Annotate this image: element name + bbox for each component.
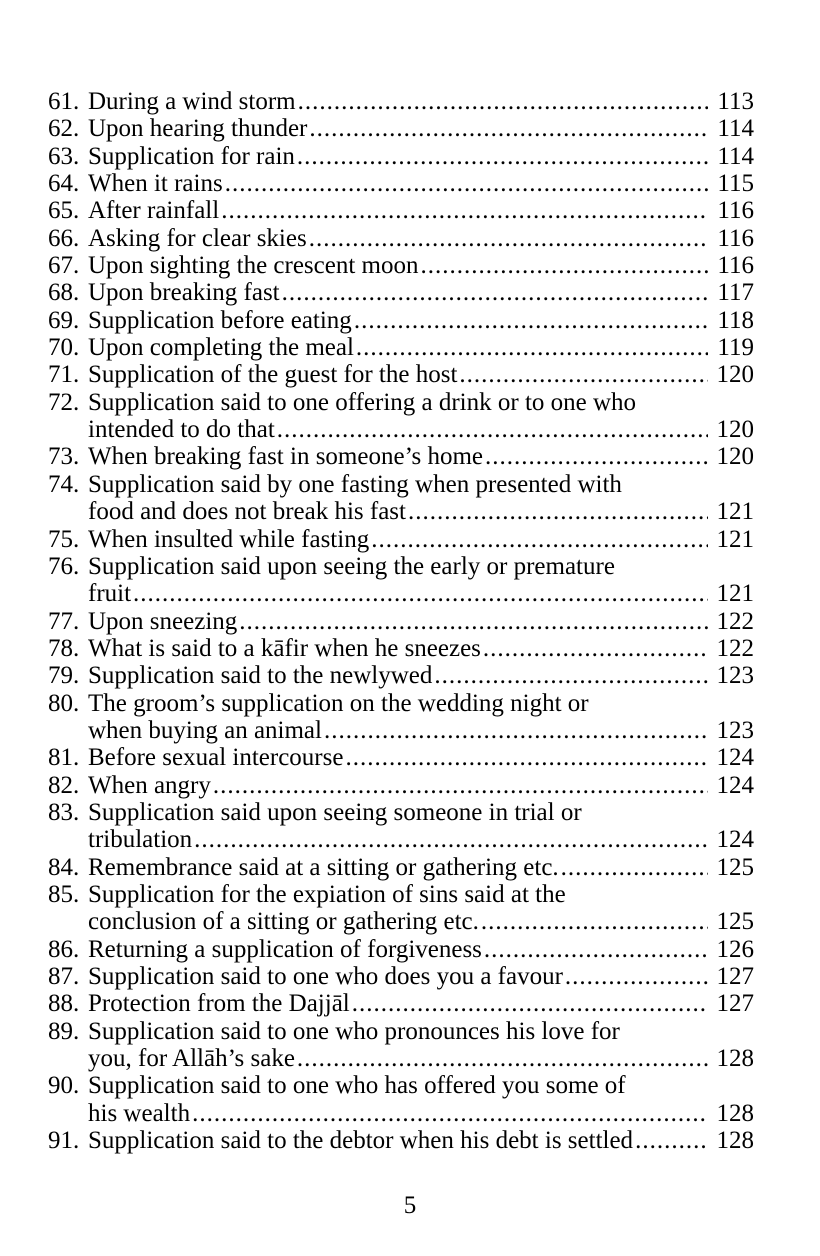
entry-page: 114 <box>717 115 754 143</box>
entry-number: 64. <box>48 170 80 198</box>
entry-title: food and does not break his fast <box>88 498 406 526</box>
toc-entry <box>48 662 754 689</box>
entry-number: 72. <box>48 388 80 416</box>
toc-entry <box>48 990 754 1017</box>
toc-entry <box>48 115 754 142</box>
entry-number: 81. <box>48 744 80 772</box>
toc-entry <box>48 1127 754 1154</box>
entry-line <box>88 115 754 142</box>
entry-title: Supplication said upon seeing someone in trial or <box>88 798 582 826</box>
entry-line <box>88 990 754 1017</box>
dot-leader <box>297 143 708 170</box>
dot-leader <box>309 115 708 142</box>
entry-page: 121 <box>716 525 754 553</box>
entry-page: 125 <box>716 908 754 936</box>
entry-number: 65. <box>48 197 80 225</box>
entry-text <box>48 88 754 115</box>
entry-page: 124 <box>716 826 754 854</box>
entry-page: 120 <box>716 443 754 471</box>
toc-entry <box>48 197 754 224</box>
entry-page: 121 <box>716 580 754 608</box>
entry-page: 118 <box>717 306 754 334</box>
entry-page: 123 <box>716 716 754 744</box>
entry-page: 128 <box>716 1045 754 1073</box>
entry-line <box>88 197 754 224</box>
entry-line <box>88 826 754 853</box>
table-of-contents <box>48 88 754 1154</box>
dot-leader <box>483 635 708 662</box>
toc-entry <box>48 1072 754 1127</box>
dot-leader <box>213 772 708 799</box>
entry-line <box>88 963 754 990</box>
entry-title: Supplication said to one offering a drink or to one who <box>88 388 637 416</box>
entry-line <box>88 143 754 170</box>
toc-entry <box>48 772 754 799</box>
dot-leader <box>192 1100 708 1127</box>
dot-leader <box>277 416 708 443</box>
entry-page: 113 <box>717 88 754 115</box>
entry-line <box>88 307 754 334</box>
entry-title: The groom’s supplication on the wedding night or <box>88 689 589 717</box>
entry-line <box>88 361 754 388</box>
entry-line <box>88 1045 754 1072</box>
entry-page: 114 <box>717 142 754 170</box>
entry-text <box>48 526 754 553</box>
entry-text <box>48 690 754 745</box>
entry-number: 79. <box>48 662 80 690</box>
dot-leader <box>225 170 708 197</box>
entry-text <box>48 662 754 689</box>
toc-entry <box>48 143 754 170</box>
toc-entry <box>48 963 754 990</box>
entry-text <box>48 1018 754 1073</box>
toc-entry <box>48 635 754 662</box>
entry-text <box>48 1127 754 1154</box>
entry-number: 77. <box>48 607 80 635</box>
toc-entry <box>48 608 754 635</box>
entry-line <box>88 580 754 607</box>
entry-text <box>48 881 754 936</box>
dot-leader <box>459 361 708 388</box>
entry-text <box>48 963 754 990</box>
entry-page: 128 <box>716 1099 754 1127</box>
entry-number: 75. <box>48 525 80 553</box>
entry-number: 71. <box>48 361 80 389</box>
entry-text <box>48 389 754 444</box>
entry-text <box>48 361 754 388</box>
entry-line <box>88 772 754 799</box>
entry-line <box>88 854 754 881</box>
entry-title: After rainfall <box>88 197 220 225</box>
entry-page: 128 <box>716 1127 754 1155</box>
toc-entry <box>48 553 754 608</box>
entry-title: Before sexual intercourse <box>88 744 344 772</box>
dot-leader <box>297 1045 708 1072</box>
dot-leader <box>352 990 708 1017</box>
entry-page: 122 <box>716 607 754 635</box>
entry-title: you, for Allāh’s sake <box>88 1045 295 1073</box>
toc-entry <box>48 526 754 553</box>
entry-page: 119 <box>717 334 754 362</box>
entry-title: Supplication before eating <box>88 306 352 334</box>
entry-text <box>48 635 754 662</box>
entry-title: Supplication said by one fasting when presented with <box>88 470 622 498</box>
entry-number: 84. <box>48 853 80 881</box>
entry-title: Upon sneezing <box>88 607 238 635</box>
entry-title: Supplication said upon seeing the early or premature <box>88 552 615 580</box>
dot-leader <box>635 1127 708 1154</box>
entry-title: conclusion of a sitting or gathering etc. <box>88 908 479 936</box>
entry-page: 120 <box>716 361 754 389</box>
dot-leader <box>221 197 708 224</box>
entry-line <box>88 389 754 416</box>
entry-page: 120 <box>716 416 754 444</box>
dot-leader <box>561 854 708 881</box>
entry-page: 122 <box>716 634 754 662</box>
entry-title: Supplication said to one who has offered you some of <box>88 1072 626 1100</box>
entry-number: 83. <box>48 798 80 826</box>
entry-number: 86. <box>48 935 80 963</box>
entry-line <box>88 635 754 662</box>
entry-title: Returning a supplication of forgiveness <box>88 935 482 963</box>
entry-title: Upon sighting the crescent moon <box>88 252 419 280</box>
dot-leader <box>133 580 708 607</box>
entry-number: 76. <box>48 552 80 580</box>
entry-title: When insulted while fasting <box>88 525 370 553</box>
toc-entry <box>48 443 754 470</box>
toc-entry <box>48 854 754 881</box>
entry-line <box>88 88 754 115</box>
entry-page: 125 <box>716 853 754 881</box>
entry-line <box>88 1018 754 1045</box>
entry-line <box>88 443 754 470</box>
entry-number: 78. <box>48 634 80 662</box>
entry-line <box>88 416 754 443</box>
dot-leader <box>345 744 708 771</box>
entry-number: 70. <box>48 334 80 362</box>
dot-leader <box>356 334 708 361</box>
entry-page: 116 <box>717 252 754 280</box>
toc-entry <box>48 744 754 771</box>
toc-entry <box>48 252 754 279</box>
entry-line <box>88 1072 754 1099</box>
entry-number: 85. <box>48 880 80 908</box>
entry-number: 73. <box>48 443 80 471</box>
entry-title: Supplication of the guest for the host <box>88 361 458 389</box>
entry-title: intended to do that <box>88 416 275 444</box>
entry-text <box>48 443 754 470</box>
entry-title: Supplication for rain <box>88 142 295 170</box>
entry-title: When angry <box>88 771 211 799</box>
page-number: 5 <box>403 1192 417 1219</box>
entry-title: Supplication said to one who does you a favour <box>88 963 563 990</box>
entry-title: When breaking fast in someone’s home <box>88 443 484 471</box>
entry-title: Supplication for the expiation of sins said at the <box>88 880 566 908</box>
entry-text <box>48 799 754 854</box>
dot-leader <box>485 443 708 470</box>
toc-entry <box>48 936 754 963</box>
entry-text <box>48 197 754 224</box>
entry-title: fruit <box>88 580 132 608</box>
entry-line <box>88 1127 754 1154</box>
entry-line <box>88 252 754 279</box>
entry-line <box>88 690 754 717</box>
entry-number: 62. <box>48 115 80 143</box>
entry-text <box>48 307 754 334</box>
entry-number: 61. <box>48 88 80 115</box>
entry-text <box>48 170 754 197</box>
entry-page: 116 <box>717 197 754 225</box>
entry-title: Supplication said to one who pronounces his love for <box>88 1017 620 1045</box>
entry-number: 67. <box>48 252 80 280</box>
entry-number: 88. <box>48 990 80 1018</box>
toc-entry <box>48 881 754 936</box>
entry-text <box>48 252 754 279</box>
entry-page: 116 <box>717 224 754 252</box>
entry-page: 124 <box>716 771 754 799</box>
dot-leader <box>239 608 708 635</box>
toc-entry <box>48 334 754 361</box>
entry-line <box>88 1100 754 1127</box>
toc-entry <box>48 225 754 252</box>
toc-entry <box>48 170 754 197</box>
entry-line <box>88 498 754 525</box>
entry-page: 124 <box>716 744 754 772</box>
entry-page: 115 <box>717 170 754 198</box>
entry-page: 123 <box>716 662 754 690</box>
toc-entry <box>48 389 754 444</box>
entry-title: During a wind storm <box>88 88 296 115</box>
entry-page: 121 <box>716 498 754 526</box>
entry-text <box>48 553 754 608</box>
entry-number: 69. <box>48 306 80 334</box>
entry-line <box>88 744 754 771</box>
entry-number: 74. <box>48 470 80 498</box>
entry-page: 117 <box>717 279 754 307</box>
entry-title: Protection from the Dajjāl <box>88 990 350 1018</box>
entry-title: Asking for clear skies <box>88 224 307 252</box>
entry-text <box>48 334 754 361</box>
entry-number: 68. <box>48 279 80 307</box>
entry-text <box>48 772 754 799</box>
entry-title: Upon breaking fast <box>88 279 280 307</box>
entry-text <box>48 1072 754 1127</box>
entry-text <box>48 936 754 963</box>
entry-title: tribulation <box>88 826 193 854</box>
toc-entry <box>48 307 754 334</box>
entry-title: Remembrance said at a sitting or gathering etc. <box>88 853 559 881</box>
toc-entry <box>48 690 754 745</box>
entry-page: 126 <box>716 935 754 963</box>
entry-text <box>48 744 754 771</box>
entry-text <box>48 471 754 526</box>
entry-line <box>88 526 754 553</box>
dot-leader <box>565 963 708 990</box>
entry-line <box>88 936 754 963</box>
entry-line <box>88 553 754 580</box>
dot-leader <box>484 936 708 963</box>
entry-number: 91. <box>48 1127 80 1155</box>
entry-number: 66. <box>48 224 80 252</box>
entry-line <box>88 717 754 744</box>
entry-title: when buying an animal <box>88 716 322 744</box>
entry-number: 80. <box>48 689 80 717</box>
entry-text <box>48 115 754 142</box>
entry-text <box>48 225 754 252</box>
dot-leader <box>481 908 708 935</box>
entry-text <box>48 990 754 1017</box>
dot-leader <box>434 662 708 689</box>
entry-title: Supplication said to the newlywed <box>88 662 433 690</box>
dot-leader <box>309 225 708 252</box>
entry-line <box>88 471 754 498</box>
entry-number: 89. <box>48 1017 80 1045</box>
entry-title: Upon completing the meal <box>88 334 354 362</box>
entry-line <box>88 799 754 826</box>
dot-leader <box>324 717 708 744</box>
entry-page: 127 <box>716 990 754 1018</box>
dot-leader <box>408 498 708 525</box>
entry-number: 63. <box>48 142 80 170</box>
entry-number: 90. <box>48 1072 80 1100</box>
dot-leader <box>371 526 708 553</box>
toc-entry <box>48 1018 754 1073</box>
entry-text <box>48 279 754 306</box>
entry-page: 127 <box>716 963 754 990</box>
dot-leader <box>421 252 709 279</box>
entry-title: his wealth <box>88 1099 191 1127</box>
entry-title: When it rains <box>88 170 223 198</box>
toc-entry <box>48 799 754 854</box>
toc-entry <box>48 361 754 388</box>
entry-line <box>88 608 754 635</box>
entry-line <box>88 170 754 197</box>
entry-title: Supplication said to the debtor when his debt is settled <box>88 1127 634 1155</box>
dot-leader <box>282 279 708 306</box>
toc-entry <box>48 279 754 306</box>
entry-line <box>88 908 754 935</box>
entry-line <box>88 225 754 252</box>
entry-title: Upon hearing thunder <box>88 115 308 143</box>
toc-entry <box>48 88 754 115</box>
dot-leader <box>354 307 708 334</box>
entry-text <box>48 854 754 881</box>
dot-leader <box>298 88 708 115</box>
entry-line <box>88 279 754 306</box>
entry-title: What is said to a kāfir when he sneezes <box>88 634 481 662</box>
toc-entry <box>48 471 754 526</box>
entry-text <box>48 608 754 635</box>
entry-line <box>88 662 754 689</box>
dot-leader <box>194 826 708 853</box>
entry-text <box>48 143 754 170</box>
entry-number: 87. <box>48 963 80 990</box>
entry-line <box>88 881 754 908</box>
entry-number: 82. <box>48 771 80 799</box>
entry-line <box>88 334 754 361</box>
